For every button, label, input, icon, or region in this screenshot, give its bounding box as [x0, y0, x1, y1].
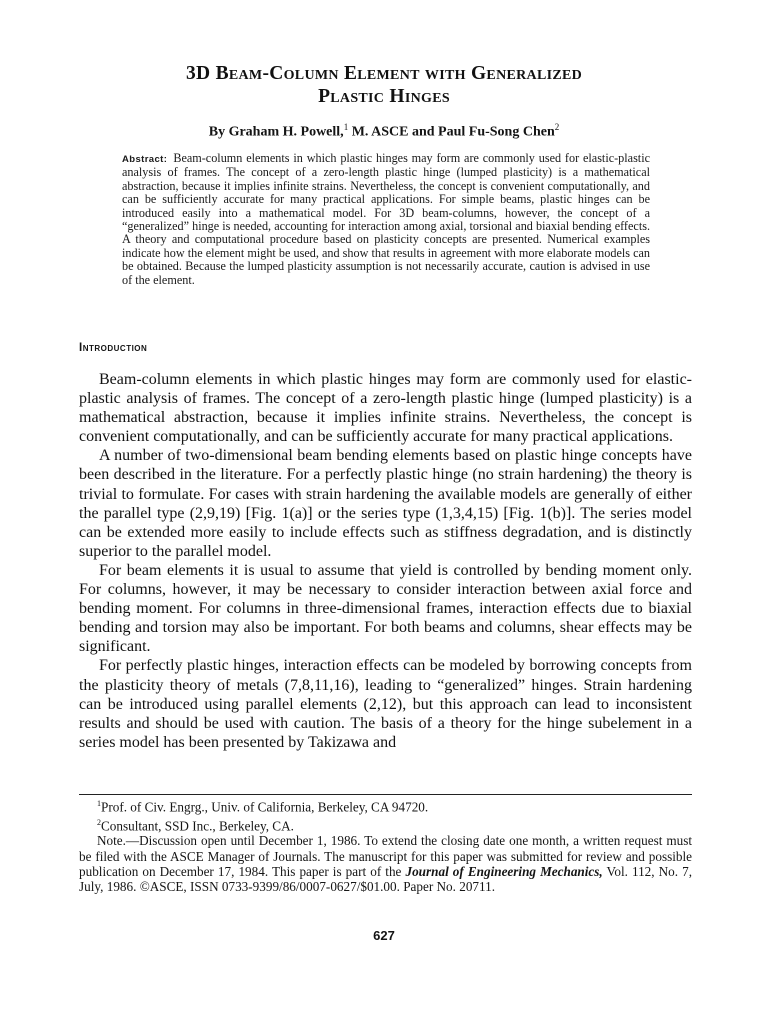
- author-2-name: Paul Fu-Song Chen: [438, 124, 555, 140]
- author-2-footnote-mark: 2: [554, 122, 560, 132]
- author-1-affiliation: M. ASCE and: [351, 124, 435, 140]
- footnote-2-text: Consultant, SSD Inc., Berkeley, CA.: [101, 818, 294, 834]
- abstract-label: Abstract:: [122, 154, 168, 165]
- note-text-before: Note.—Discussion open until December 1, 1986. To extend the closing date one month, a written request must be filed with the ASCE Manager of Journals. The manuscript for this paper was submitted for review and possible publication on December 17, 1984. This paper is part of the: [79, 833, 692, 879]
- author-line: [80, 118, 688, 142]
- note-text-after: Vol. 112, No. 7, July, 1986. ©ASCE, ISSN 0733-9399/86/0007-0627/$01.00. Paper No. 20711.: [79, 863, 693, 895]
- abstract: [122, 152, 650, 287]
- footnote-1: [79, 796, 692, 815]
- body-paragraph-2: A number of two-dimensional beam bending elements based on plastic hinge concepts have been described in the literature. For a perfectly plastic hinge (no strain hardening) the theory is trivial to formulate. For cases with strain hardening the available models are generally of either the parallel type (2,9,19) [Fig. 1(a)] or the series type (1,3,4,15) [Fig. 1(b)]. The series model can be extended more easily to include effects such as stiffness degradation, and is distinctly superior to the parallel model.: [79, 447, 692, 560]
- author-1-name: Graham H. Powell,: [228, 124, 344, 140]
- by-word: By: [208, 124, 226, 140]
- footnote-2: [79, 815, 692, 834]
- footnote-1-text: Prof. of Civ. Engrg., Univ. of California, Berkeley, CA 94720.: [101, 799, 429, 815]
- body-paragraph-1: Beam-column elements in which plastic hinges may form are commonly used for elastic-plastic analysis of frames. The concept of a zero-length plastic hinge (lumped plasticity) is a mathematical abstraction, because it implies infinite strains. Nevertheless, the concept is convenient computationally, and can be sufficiently accurate for many practical applications.: [79, 371, 692, 446]
- body-paragraph-4: For perfectly plastic hinges, interaction effects can be modeled by borrowing concepts from the plasticity theory of metals (7,8,11,16), leading to “generalized” hinges. Strain hardening can be introduced using parallel elements (2,12), but this approach can lead to inconsistent results and should be used with caution. The basis of a theory for the hinge subelement in a series model has been presented by Takizawa and: [79, 657, 692, 751]
- footnote-2-mark: 2: [97, 817, 101, 827]
- journal-name: Journal of Engineering Mechanics,: [405, 863, 603, 879]
- paper-title: [80, 62, 688, 108]
- publication-note: [79, 833, 692, 894]
- page-number: 627: [373, 928, 395, 943]
- introduction-body: [79, 364, 692, 752]
- body-paragraph-3: For beam elements it is usual to assume that yield is controlled by bending moment only. For columns, however, it may be necessary to consider interaction between axial force and bending moment. For columns in three-dimensional frames, interaction effects due to biaxial bending and torsion may also be important. For both beams and columns, shear effects may be significant.: [79, 561, 692, 656]
- footnote-1-mark: 1: [97, 799, 101, 808]
- author-1-footnote-mark: 1: [343, 122, 349, 132]
- abstract-text: Beam-column elements in which plastic hinges may form are commonly used for elastic-plastic analysis of frames. The concept of a zero-length plastic hinge (lumped plasticity) is a mathematical abstraction, because it implies infinite strains. Nevertheless, the concept is convenient computationally, and can be sufficiently accurate for many practical applications. For simple beams, plastic hinges can be introduced easily into a mathematical model. For 3D beam-columns, however, the concept of a “generalized” hinge is needed, accounting for interaction among axial, torsional and biaxial bending effects. A theory and computational procedure based on plasticity concepts are presented. Numerical examples indicate how the element might be used, and show that results in agreement with more elaborate models can be obtained. Because the lumped plasticity assumption is not necessarily accurate, caution is advised in use of the element.: [122, 151, 650, 287]
- footnotes: [79, 796, 692, 895]
- footnote-divider: [79, 794, 692, 795]
- title-line-1: 3D Beam-Column Element with Generalized: [185, 63, 583, 84]
- title-line-2: Plastic Hinges: [318, 86, 450, 107]
- section-heading-introduction: Introduction: [79, 342, 148, 354]
